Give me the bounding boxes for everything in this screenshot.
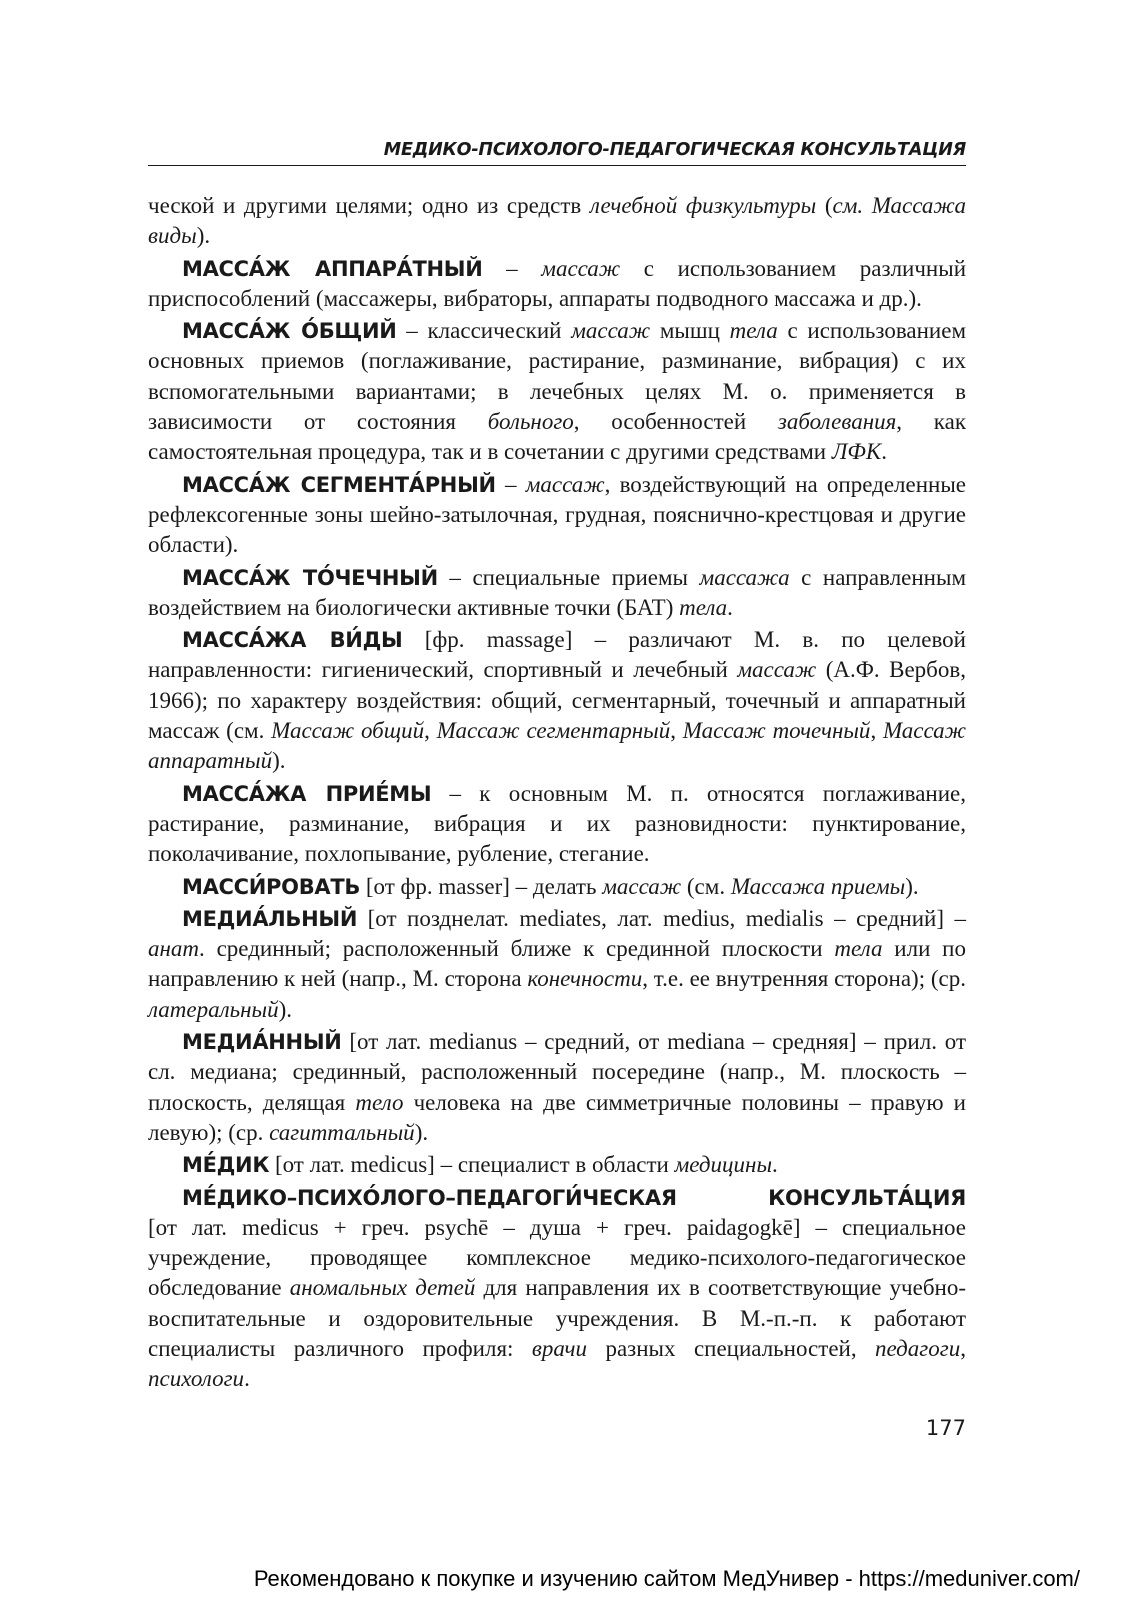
text-run: ).	[272, 748, 286, 774]
text-run: для направления их в соответствующие учебно-воспитательные и оздоровительные учреждения. В М.-п.-п. к работают специалисты различного профиля:	[148, 1275, 967, 1361]
italic-text: Массаж точечный	[682, 718, 871, 744]
italic-text: лечебной физкультуры	[589, 193, 817, 218]
entry-headword: МЕ́ДИК	[182, 1153, 270, 1178]
entry-headword: МАССА́Ж АППАРА́ТНЫЙ	[182, 256, 483, 281]
text-run: человека на две симметричные половины – правую и левую); (ср.	[148, 1089, 966, 1145]
entry-headword: МАССА́Ж О́БЩИЙ	[182, 319, 397, 344]
italic-text: тела	[729, 318, 778, 344]
text-run: с использованием основных приемов (поглаживание, растирание, разминание, вибрация) с их вспомогательными вариантами; в лечебных целях М. о. применяется в зависимости от состояния	[148, 318, 967, 435]
text-run: –	[495, 471, 526, 497]
dictionary-entry-to-massage	[148, 872, 966, 902]
italic-text: Массаж сегментарный	[436, 718, 671, 744]
text-run: (см.	[681, 873, 731, 899]
dictionary-entry-medial	[148, 904, 966, 1025]
text-run: [от лат. medicus] – специалист в области	[269, 1152, 675, 1178]
text-run: (	[816, 193, 833, 218]
text-run: ).	[278, 996, 293, 1022]
running-header: МЕДИКО-ПСИХОЛОГО-ПЕДАГОГИЧЕСКАЯ КОНСУЛЬТАЦИЯ	[148, 140, 966, 166]
headword-part: МЕ́ДИКО–ПСИХО́ЛОГО–ПЕДАГОГИ́ЧЕСКАЯ	[182, 1185, 677, 1210]
text-run: ).	[196, 223, 211, 249]
text-run: .	[244, 1366, 250, 1392]
text-run: [от лат. medianus – средний, от mediana – средняя] – прил. от сл. медиана; срединный, расположенный посередине (напр., М. плоскость – плоскость, делящая	[148, 1029, 966, 1115]
dictionary-entry-median	[148, 1027, 966, 1148]
dictionary-body	[148, 191, 966, 1397]
italic-text: конечности	[527, 966, 643, 992]
italic-text: латеральный	[148, 996, 279, 1022]
dictionary-entry-massage-techniques	[148, 779, 966, 870]
text-run: – классический	[396, 318, 572, 344]
italic-text: врачи	[531, 1335, 588, 1361]
entry-headword-line	[148, 1183, 966, 1213]
text-run: – к основным М. п. относятся поглаживание, растирание, разминание, вибрация и их разновидности: пунктирование, поколачивание, похлопывание, рубление, стегание.	[148, 780, 966, 867]
italic-text: заболевания	[777, 409, 897, 435]
italic-text: больного	[487, 409, 574, 435]
italic-text: Массаж аппаратный	[148, 718, 967, 774]
entry-headword: МАССИ́РОВАТЬ	[182, 874, 361, 899]
text-run: ).	[905, 873, 919, 899]
dictionary-entry-medic	[148, 1150, 966, 1180]
entry-headword: МАССА́Ж СЕГМЕНТА́РНЫЙ	[182, 472, 496, 497]
text-run: [фр. massage] – различают М. в. по целевой направленности: гигиенический, спортивный и лечебный	[148, 627, 966, 683]
italic-text: массажа	[699, 564, 790, 590]
text-run: ,	[424, 718, 437, 744]
text-run: с использованием различный приспособлений (массажеры, вибраторы, аппараты подводного массажа и др.).	[148, 255, 967, 311]
italic-text: тела	[679, 594, 728, 620]
italic-text: см. Массажа виды	[148, 193, 966, 249]
entry-headword: МЕДИА́ННЫЙ	[182, 1030, 342, 1055]
italic-text: аномальных детей	[289, 1275, 476, 1301]
dictionary-entry-massage-point	[148, 563, 966, 624]
dictionary-entry-massage-apparatus	[148, 254, 966, 315]
text-run: [от позднелат. mediates, лат. medius, medialis – средний] –	[357, 905, 966, 931]
italic-text: тела	[834, 936, 883, 962]
text-run: , т.е. ее внутренняя сторона); (ср.	[642, 966, 966, 992]
dictionary-entry-consultation	[148, 1183, 966, 1395]
text-run: разных специальностей,	[587, 1335, 876, 1361]
entry-headword: МАССА́ЖА ПРИЕ́МЫ	[182, 781, 432, 806]
page-number: 177	[925, 1416, 966, 1440]
italic-text: Массажа приемы	[730, 873, 906, 899]
headword-part: КОНСУЛЬТА́ЦИЯ	[768, 1185, 966, 1210]
footer-recommendation: Рекомендовано к покупке и изучению сайтом МедУнивер - https://meduniver.com/	[253, 1566, 1080, 1591]
italic-text: массаж	[737, 657, 817, 683]
dictionary-entry-massage-types	[148, 625, 966, 776]
text-run: с направленным воздействием на биологически активные точки (БАТ)	[148, 564, 967, 620]
dictionary-entry-cont-massage	[148, 191, 966, 252]
text-run: [от лат. medicus + греч. psychē – душа + греч. paidagogkē] – специальное учреждение, проводящее комплексное медико-психолого-педагогическое обследование	[148, 1214, 966, 1301]
text-run: , особенностей	[573, 409, 778, 435]
entry-headword: МЕДИА́ЛЬНЫЙ	[182, 906, 358, 931]
dictionary-entry-massage-general	[148, 316, 966, 467]
italic-text: ЛФК	[831, 439, 882, 465]
italic-text: педагоги	[875, 1335, 961, 1361]
text-run: , воздействующий на определенные рефлексогенные зоны шейно-затылочная, грудная, пояснично-крестцовая и другие области).	[148, 471, 966, 558]
text-run: мышц	[650, 318, 730, 344]
text-run: .	[727, 594, 733, 620]
text-run: ,	[870, 718, 883, 744]
text-run: .	[881, 439, 887, 465]
italic-text: массаж	[571, 318, 651, 344]
text-run: . срединный; расположенный ближе к срединной плоскости	[199, 936, 835, 962]
text-run: .	[772, 1152, 778, 1178]
entry-list	[148, 191, 966, 1181]
text-run: , как самостоятельная процедура, так и в сочетании с другими средствами	[148, 409, 966, 465]
text-run: ).	[414, 1119, 429, 1145]
text-run: ческой и другими целями; одно из средств	[148, 193, 590, 218]
text-run: или по направлению к ней (напр., М. сторона	[148, 936, 966, 992]
italic-text: Массаж общий	[271, 718, 425, 744]
italic-text: медицины	[674, 1152, 773, 1178]
text-run: – специальные приемы	[437, 564, 700, 590]
italic-text: массаж	[602, 873, 682, 899]
entry-headword: МАССА́Ж ТО́ЧЕЧНЫЙ	[182, 565, 438, 590]
italic-text: сагиттальный	[269, 1119, 415, 1145]
text-run: –	[482, 255, 542, 281]
italic-text: массаж	[541, 255, 621, 281]
italic-text: массаж	[525, 471, 605, 497]
entry-headword: МАССА́ЖА ВИ́ДЫ	[182, 628, 403, 653]
dictionary-entry-massage-segmental	[148, 470, 966, 561]
italic-text: анат	[148, 936, 200, 962]
text-run: (А.Ф. Вербов, 1966); по характеру воздействия: общий, сегментарный, точечный и аппаратный массаж (см.	[148, 657, 966, 744]
text-run: [от фр. masser] – делать	[360, 873, 603, 899]
text-run: ,	[960, 1335, 966, 1361]
italic-text: тело	[355, 1089, 404, 1115]
italic-text: психологи	[148, 1366, 245, 1392]
entry-definition	[148, 1213, 966, 1395]
text-run: ,	[670, 718, 683, 744]
